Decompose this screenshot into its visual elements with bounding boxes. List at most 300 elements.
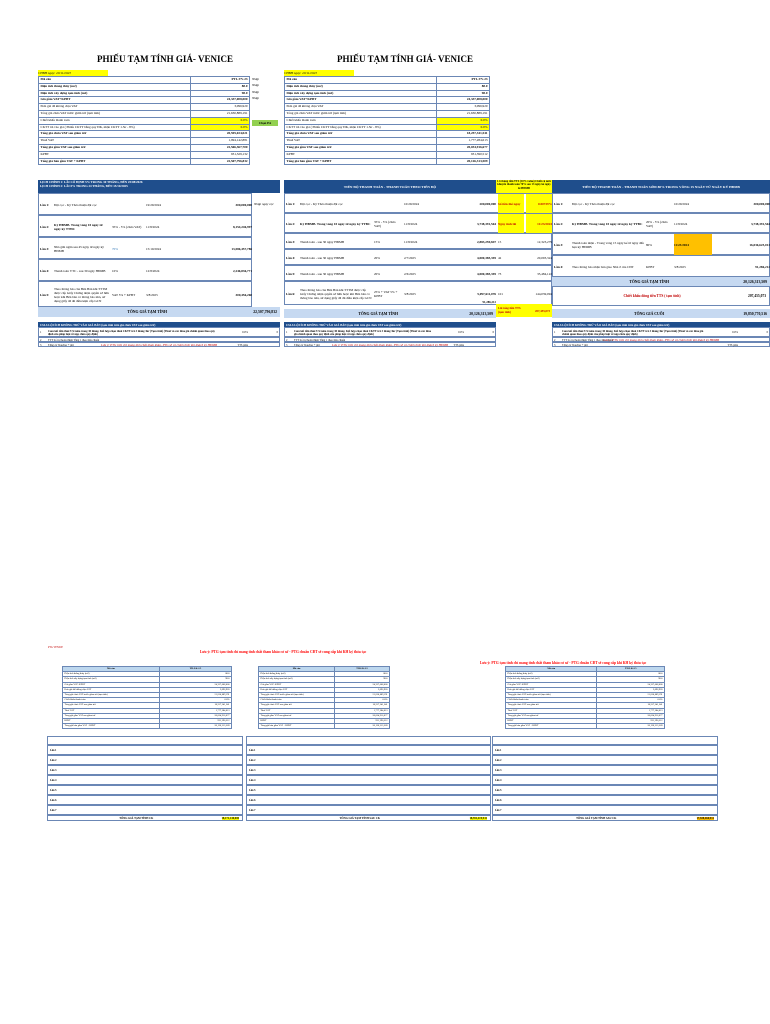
mini-head-label: Mã căn	[63, 667, 160, 672]
mini-installment-no: Lần 5	[50, 789, 57, 792]
mini-summary-mid	[258, 666, 390, 729]
bottom-note-right: Lưu ý: PTG tạm tính chỉ mang tính chất tham khảo cơ sở - PTG chuẩn CĐT sẽ cung cấp khi KH ký thỏa tạc	[480, 661, 647, 665]
installment-date: 11/8/2024	[146, 225, 160, 229]
installment-amount: 300,000,000	[235, 203, 252, 207]
mini-summary-label: Diện tích xây dựng tạm tính (m2)	[506, 677, 597, 682]
installment-desc: Theo thông báo nhận bàn giao Nhà ở của CĐT	[572, 265, 634, 269]
installment-no: Lần 2:	[554, 222, 564, 226]
summary-row	[39, 90, 250, 97]
summary-row	[285, 131, 490, 138]
right-discount-label: Chiết khấu dòng tiền TTS ( tạm tính)	[623, 294, 681, 298]
summary-value: 20,126,313,509	[436, 158, 489, 165]
installment-date: 10/29/2024	[404, 202, 420, 206]
schedule-row	[284, 193, 552, 213]
right-final-label: TỔNG GIÁ CUỐI	[634, 311, 665, 316]
policy-pct: 0.0%	[458, 331, 464, 335]
mini-summary-label: Diện tích xây dựng tạm tính (m2)	[259, 677, 335, 682]
mini-summary-value: 3,096,920	[335, 687, 390, 692]
installment-desc: Thanh toán VTC - sau 30 ngày HĐMB	[54, 269, 106, 273]
mini-summary-label: Tổng giá bán gồm VAT + KPBT	[259, 724, 335, 729]
summary-row	[39, 144, 250, 151]
interest-label: Lãi tổng tiền TTS (tạm tính)	[498, 306, 521, 314]
installment-amount: 3,738,391,564	[751, 222, 770, 226]
installment-desc: Ký HĐMB. Trong vòng 10 ngày từ ngày ký TTĐC	[54, 223, 103, 231]
policy-row	[552, 327, 770, 337]
mini-summary-value: 1,777,284,613	[597, 708, 665, 713]
mini-summary-row	[506, 724, 665, 729]
date-label-left: CHBH ngày: 20/11/2023	[38, 70, 108, 76]
installment-amount: 91,286,212	[755, 265, 770, 269]
installment-desc: Đặt cọc - Ký Thỏa thuận đặt cọc	[300, 202, 343, 206]
mini-summary-label: Tổng giá bán gồm VAT + KPBT	[506, 724, 597, 729]
policy-val: 0	[766, 331, 768, 335]
installment-amount: 4,000,385,395	[477, 256, 496, 260]
summary-value: 0.0%	[436, 117, 489, 124]
interest-amount: 144,039,094	[535, 292, 552, 296]
mini-summary-label: Tổng giá gồm VAT sau giảm trừ	[506, 713, 597, 718]
mini-summary-value: 24,337,008,000	[335, 682, 390, 687]
summary-row	[39, 104, 250, 111]
installment-amount: 2,246,836,771	[233, 269, 252, 273]
schedule-row	[284, 281, 552, 305]
installment-no: Lần 1:	[40, 203, 50, 207]
mini-summary-value: 18,257,341,541	[335, 703, 390, 708]
mini-schedule-left	[47, 736, 243, 831]
installment-pct: 10%	[112, 269, 119, 273]
mini-schedule-mid	[246, 736, 491, 831]
mini-summary-value: 88.0	[159, 672, 231, 677]
schedule-mid	[284, 193, 552, 321]
summary-value: 20,034,916,677	[436, 144, 489, 151]
policy-row	[552, 342, 770, 347]
mini-installment-no: Lần 2	[495, 759, 502, 762]
interest-amount: 35,484,122	[537, 272, 552, 276]
installment-no: Lần 1:	[286, 202, 296, 206]
summary-label: Thuế VAT	[285, 138, 437, 145]
mini-summary-label: Tổng giá chưa VAT trước giảm trừ (tạm tính)	[63, 693, 160, 698]
schedule-left	[38, 193, 280, 321]
schedule-row	[552, 255, 770, 277]
schedule-row	[38, 281, 252, 307]
policy-desc: Tặng cư Voucher + phí	[48, 343, 74, 347]
summary-row	[285, 110, 490, 117]
interest-days: 15	[498, 240, 502, 244]
policy-title: CSLS LỘI ÍCH KHÔNG TRỪ VÀO GIÁ BÁN (tạm tính trên giá chưa VAT sau giảm trừ)	[284, 322, 496, 327]
mini-summary-value: 20,126,313,509	[335, 724, 390, 729]
mini-schedule-row	[47, 765, 243, 775]
interest-days: 101	[498, 292, 503, 296]
summary-row	[39, 124, 250, 131]
installment-pct: KPBT	[646, 265, 655, 269]
summary-value: 931,329,132	[190, 151, 249, 158]
mini-summary-label: Đơn giá đã không chịu VAT	[506, 687, 597, 692]
mid-subtotal: 91,286,212	[482, 300, 496, 304]
schedule-mid-header: TIẾN ĐỘ THANH TOÁN - THANH TOÁN THEO TIẾN ĐỘ	[284, 180, 496, 193]
mini-summary-label: Giá gồm VAT+KPBT	[63, 682, 160, 687]
interest-days: Số tiền thể ngày	[498, 194, 524, 214]
mini-summary-label: KPBT	[259, 719, 335, 724]
summary-row	[285, 144, 490, 151]
mini-head-value: TH-LK-2.5	[159, 667, 231, 672]
policy-desc: Tặng cư Voucher + phí	[294, 343, 320, 347]
mini-schedule-row	[246, 775, 491, 785]
mini-summary-label: Diện tích thông thủy (m2)	[506, 672, 597, 677]
installment-pct: 20%	[374, 256, 381, 260]
summary-value: 22,507,796,832	[190, 158, 249, 165]
summary-label: Mã căn	[39, 77, 191, 84]
policy-n: 2	[554, 338, 556, 342]
schedule-yellow-header: 1-6 tháng tiền TTS (10% value) Chiết cả mức khuyến thanh toán 70% sau 13 ngày kể ngày kí HĐMB	[496, 180, 552, 193]
mini-installment-no: Lần 3	[495, 769, 502, 772]
left-total-bar	[38, 307, 280, 317]
policy-n: 1	[40, 331, 42, 335]
installment-date: 11/8/2024	[404, 240, 418, 244]
summary-row	[39, 117, 250, 124]
schedule-row	[552, 213, 770, 233]
summary-value: 88.0	[190, 83, 249, 90]
mini-schedule-row	[47, 795, 243, 805]
summary-value: 1,777,284,613	[436, 138, 489, 145]
installment-no: Lần 6:	[286, 292, 296, 296]
installment-desc: Theo thông báo của Bên Bán khi TTTM được cấp Giấy Chứng nhận quyền sở hữu hoặc khi Bên bán có thông báo nhà, sử dụng giấy đã đủ điều kiện cấp GCN	[54, 287, 109, 303]
installment-no: Lần 4:	[40, 269, 50, 273]
mini-summary-label: Thuế VAT	[63, 708, 160, 713]
summary-label: KPBT	[39, 151, 191, 158]
installment-pct: 25% + VAT 5% + KPBT	[374, 290, 398, 298]
title-right: PHIẾU TẠM TÍNH GIÁ- VENICE	[336, 54, 474, 64]
installment-pct: 20% - 5% (chưa VAT)	[646, 220, 668, 228]
mini-head-value: TH-LK-2.5	[597, 667, 665, 672]
mini-summary-label: Tổng giá chưa VAT sau giảm trừ	[259, 703, 335, 708]
mini-summary-label: Chiết khấu thanh toán	[63, 698, 160, 703]
mini-summary-value: 20,126,313,509	[597, 724, 665, 729]
summary-value: 0.0%	[190, 117, 249, 124]
mini-summary-label: Tổng giá chưa VAT trước giảm trừ (tạm tính)	[506, 693, 597, 698]
summary-row	[285, 117, 490, 124]
mini-head-label: Mã căn	[259, 667, 335, 672]
mini-installment-no: Lần 3	[249, 769, 256, 772]
policy-n: 2	[286, 338, 288, 342]
policy-n: 1	[554, 331, 556, 335]
mini-summary-label: Tổng giá chưa VAT sau giảm trừ	[506, 703, 597, 708]
installment-desc: Ký HĐMB. Trong vòng 10 ngày từ ngày ký TTĐC	[572, 222, 643, 226]
policy-val	[740, 343, 768, 348]
mini-summary-value: 3,096,920	[597, 687, 665, 692]
summary-label: Chiết khấu thanh toán	[285, 117, 437, 124]
mini-total-row	[246, 815, 491, 821]
mini-summary-label: Thuế VAT	[506, 708, 597, 713]
mid-total-label: TỔNG GIÁ TẠM TÍNH	[358, 311, 398, 316]
summary-value: 1,994,142,881	[190, 138, 249, 145]
mini-summary-value: 88.0	[335, 672, 390, 677]
summary-label: Mã căn	[285, 77, 437, 84]
mini-schedule-row	[492, 755, 718, 765]
schedule-left-header	[38, 180, 280, 193]
summary-value: 3,096,920	[190, 104, 249, 111]
summary-row	[39, 110, 250, 117]
mini-summary-row	[63, 724, 232, 729]
mini-total-value: 18,171,140,000	[221, 816, 239, 820]
interest-days: 42	[498, 256, 502, 260]
interest-box	[496, 304, 552, 317]
policy-title: CSLS LỘI ÍCH KHÔNG TRỪ VÀO GIÁ BÁN (tạm tính trên giá chưa VAT sau giảm trừ)	[38, 322, 280, 327]
mini-summary-right	[505, 666, 665, 729]
title-left: PHIẾU TẠM TÍNH GIÁ- VENICE	[96, 54, 234, 64]
right-discount-row	[552, 286, 770, 306]
mini-total-label: TỔNG GIÁ TẠM TÍNH SAU CK	[339, 816, 380, 820]
installment-date: 11/8/2024	[674, 222, 688, 226]
policy-pct: 0.0%	[732, 331, 738, 335]
policy-row	[284, 327, 496, 337]
schedule-row	[38, 237, 252, 259]
mini-summary-label: Giá gồm VAT+KPBT	[506, 682, 597, 687]
summary-value: 21,630,889,191	[436, 110, 489, 117]
mini-total-row	[47, 815, 243, 821]
summary-row	[285, 104, 490, 111]
installment-pct	[112, 194, 144, 216]
summary-label: Giá gồm VAT+KPBT	[39, 97, 191, 104]
schedule-right-header: TIẾN ĐỘ THANH TOÁN - THANH TOÁN SỚM 80% TRONG VÒNG 15 NGÀY TỪ NGÀY KÝ HĐMB	[552, 180, 770, 193]
policy-desc: TTT bổ trợ hoàn thiện Tầng 1 theo tiêu chuẩn	[294, 338, 346, 342]
mini-summary-value: 20,126,313,509	[159, 724, 231, 729]
mini-summary-label: Diện tích xây dựng tạm tính (m2)	[63, 677, 160, 682]
mini-summary-value: 20,034,916,677	[335, 713, 390, 718]
summary-value: 21,630,889,191	[190, 110, 249, 117]
summary-label: Đơn giá đã không chịu VAT	[285, 104, 437, 111]
mini-summary-left	[62, 666, 232, 729]
summary-label: Thuế VAT	[39, 138, 191, 145]
policy-title: CSLS LỘI ÍCH KHÔNG TRỪ VÀO GIÁ BÁN (tạm tính trên giá chưa VAT sau giảm trừ)	[552, 322, 770, 327]
mini-summary-value: 24,337,008,000	[159, 682, 231, 687]
mini-summary-label: KPBT	[506, 719, 597, 724]
summary-label: Diện tích thông thủy (m2)	[285, 83, 437, 90]
summary-value: 0.0%	[436, 124, 489, 131]
summary-row	[285, 158, 490, 165]
mini-summary-label: Chiết khấu thanh toán	[506, 698, 597, 703]
right-final-bar	[552, 309, 770, 318]
summary-label: Đơn giá đã không chịu VAT	[39, 104, 191, 111]
summary-label: Giá gồm VAT+KPBT	[285, 97, 437, 104]
mini-summary-value: 1,777,284,613	[335, 708, 390, 713]
mini-installment-no: Lần 1	[50, 749, 57, 752]
summary-row	[285, 83, 490, 90]
note-right: Lưu ý: PTG trên chỉ mang tính chất tham khảo, PTG sẽ có chính thức khi khách ký HĐMB	[603, 338, 719, 342]
mini-summary-value: 24,337,008,000	[597, 682, 665, 687]
mini-summary-label: KPBT	[63, 719, 160, 724]
summary-row	[39, 83, 250, 90]
mini-schedule-row	[246, 765, 491, 775]
mini-summary-row	[259, 724, 390, 729]
summary-side-note: Nhập	[252, 89, 259, 94]
policy-desc: TTT bổ trợ hoàn thiện Tầng 1 theo tiêu chuẩn	[48, 338, 100, 342]
summary-value: 20,595,024,021	[190, 131, 249, 138]
summary-row	[285, 138, 490, 145]
summary-table-left	[38, 76, 250, 165]
installment-desc: Thanh toán - sau 30 ngày HĐMB	[300, 240, 345, 244]
installment-no: Lần 4:	[286, 256, 296, 260]
mini-schedule-row	[492, 745, 718, 755]
mini-installment-no: Lần 5	[249, 789, 256, 792]
summary-label: Tổng giá chưa VAT trước giảm trừ (tạm tính)	[285, 110, 437, 117]
mini-summary-label: Tổng giá chưa VAT sau giảm trừ	[63, 703, 160, 708]
mini-total-label: TỔNG GIÁ TẠM TÍNH SAU CK	[576, 816, 617, 820]
summary-label: Tổng giá gồm VAT sau giảm trừ	[285, 144, 437, 151]
summary-label: Tổng giá chưa VAT trước giảm trừ (tạm tính)	[39, 110, 191, 117]
summary-side-note: Nhập	[252, 83, 259, 88]
summary-value: 3,096,920	[436, 104, 489, 111]
mini-schedule-row	[492, 765, 718, 775]
schedule-row	[38, 215, 252, 237]
installment-no: Lần 3:	[286, 240, 296, 244]
summary-label: Diện tích xây dựng tạm tính (m2)	[285, 90, 437, 97]
mini-schedule-row	[47, 805, 243, 815]
mini-summary-value: 0.0%	[159, 698, 231, 703]
bottom-note-mid: Lưu ý: PTG tạm tính chỉ mang tính chất tham khảo cơ sở - PTG chuẩn CĐT sẽ cung cấp khi KH ký thỏa tạc	[200, 650, 367, 654]
policy-val: 0	[492, 331, 494, 335]
schedule-row	[284, 249, 552, 265]
summary-label: CKTT trả vào giá ( Phiếu CKTT bằng quy ĐK, nhận CKTT 1.5tr - 8%)	[285, 124, 437, 131]
mini-summary-value: 21,630,889,191	[335, 693, 390, 698]
mini-summary-value: 98.0	[159, 677, 231, 682]
policy-row	[38, 327, 280, 337]
installment-amount: 8,154,246,997	[233, 225, 252, 229]
installment-pct: 20%	[374, 272, 381, 276]
mini-installment-no: Lần 1	[249, 749, 256, 752]
interest-amount: 12,323,279	[537, 240, 552, 244]
mini-installment-no: Lần 4	[50, 779, 57, 782]
mini-summary-value: 18,257,341,541	[159, 703, 231, 708]
summary-value: 22,566,367,700	[190, 144, 249, 151]
summary-row	[39, 158, 250, 165]
summary-row	[285, 97, 490, 104]
summary-value: 88.0	[436, 83, 489, 90]
mini-summary-value: 0.0%	[597, 698, 665, 703]
right-total-value: 20,126,313,509	[743, 279, 767, 284]
policy-desc: Tặng cư Voucher + phí	[562, 343, 588, 347]
summary-side-left	[252, 76, 278, 158]
mini-summary-value: 21,630,889,191	[159, 693, 231, 698]
summary-side-note	[252, 152, 278, 158]
mini-installment-no: Lần 4	[495, 779, 502, 782]
summary-value: PTL.TV-23	[190, 77, 249, 84]
summary-label: KPBT	[285, 151, 437, 158]
interest-amount: 20,093,324	[537, 256, 552, 260]
mini-summary-label: Giá gồm VAT+KPBT	[259, 682, 335, 687]
summary-label: Tổng giá bán gồm VAT + KPBT	[39, 158, 191, 165]
mini-summary-value: 21,630,889,191	[597, 693, 665, 698]
installment-date: 3/8/2025	[404, 292, 416, 296]
schedule-side-note	[254, 259, 282, 281]
mini-installment-no: Lần 2	[249, 759, 256, 762]
mini-summary-value: 20,034,916,677	[597, 713, 665, 718]
interest-value: 207,455,073	[535, 308, 550, 313]
installment-no: Lần 1:	[554, 202, 564, 206]
mini-summary-label: Thuế VAT	[259, 708, 335, 713]
installment-date: 15/10/2024	[146, 247, 162, 251]
mini-schedule-header	[47, 736, 243, 745]
schedule-row	[38, 259, 252, 281]
summary-label: Tổng giá chưa VAT sau giảm trừ	[39, 131, 191, 138]
mini-installment-no: Lần 5	[495, 789, 502, 792]
installment-no: Lần 2:	[286, 222, 296, 226]
bottom-caption: PTG VENICE	[48, 646, 64, 649]
installment-desc: Thanh toán - sau 30 ngày HĐMB	[300, 272, 345, 276]
installment-amount: 16,036,625,013	[749, 243, 770, 247]
installment-amount: 2,883,259,847	[477, 240, 496, 244]
mini-schedule-row	[47, 745, 243, 755]
right-discount-value: 207,455,073	[748, 294, 766, 298]
mid-total-value: 20,126,313,509	[469, 311, 493, 316]
interest-days: 73	[498, 272, 502, 276]
summary-value: 98.0	[436, 90, 489, 97]
mini-schedule-row	[492, 785, 718, 795]
mini-installment-no: Lần 6	[249, 799, 256, 802]
installment-amount: 300,456,260	[235, 293, 252, 297]
note-left: Lưu ý: PTG trên chỉ mang tính chất tham khảo, PTG sẽ có chính thức khi khách ký HĐMB	[101, 343, 217, 347]
mini-schedule-row	[246, 785, 491, 795]
mini-installment-no: Lần 1	[495, 749, 502, 752]
installment-date: 2/6/2025	[404, 272, 416, 276]
installment-date: 3/8/2025	[674, 265, 686, 269]
mini-installment-no: Lần 7	[249, 809, 256, 812]
installment-date: 11/23/2024	[674, 234, 712, 256]
policy-n: 3	[286, 343, 288, 347]
mini-summary-label: Diện tích thông thủy (m2)	[63, 672, 160, 677]
policy-pct: 0.0%	[242, 331, 248, 335]
summary-label: Tổng giá bán gồm VAT + KPBT	[285, 158, 437, 165]
mini-summary-value: 18,257,341,541	[597, 703, 665, 708]
summary-label: CKTT trả vào giá ( Phiếu CKTT bằng quy ĐK, nhận CKTT 1.5tr - 8%)	[39, 124, 191, 131]
schedule-left-header-2: LỊCH CHỈNH 2: LÃI 0% TRONG 24 THÁNG, ĐẾN 15/10/2025	[40, 184, 128, 188]
interest-days: Ngày tính lãi	[498, 214, 524, 234]
mini-summary-label: Đơn giá đã không chịu VAT	[259, 687, 335, 692]
mini-summary-label: Tổng giá bán gồm VAT + KPBT	[63, 724, 160, 729]
mini-summary-value: 3,096,920	[159, 687, 231, 692]
policy-desc: TTT bổ trợ hoàn thiện Tầng 1 theo tiêu chuẩn	[562, 338, 614, 342]
schedule-side-note	[254, 215, 282, 237]
installment-pct: 35% - 5% (chưa VAT)	[374, 220, 396, 228]
mini-total-value: 18,591,419,941	[469, 816, 487, 820]
installment-desc: Nhà giải ngân sau 45 ngày từ ngày ký HĐMB	[54, 245, 104, 253]
mini-schedule-row	[246, 755, 491, 765]
mini-summary-label: Tổng giá gồm VAT sau giảm trừ	[63, 713, 160, 718]
summary-value: 98.0	[190, 90, 249, 97]
mini-schedule-row	[492, 775, 718, 785]
mini-total-label: TỔNG GIÁ TẠM TÍNH CK	[119, 816, 154, 820]
policy-val: 0	[276, 331, 278, 335]
summary-row	[39, 77, 250, 84]
mini-summary-label: Đơn giá đã không chịu VAT	[63, 687, 160, 692]
mini-installment-no: Lần 7	[495, 809, 502, 812]
summary-row	[39, 131, 250, 138]
summary-side-note: Nhập	[252, 95, 259, 100]
installment-pct: 15%	[374, 240, 381, 244]
mini-installment-no: Lần 2	[50, 759, 57, 762]
installment-pct	[646, 194, 672, 214]
mini-installment-no: Lần 6	[50, 799, 57, 802]
policy-desc: Cam kết tiền thuê 5%/năm trong 30 tháng. Kết hợp chọn thuê CKTT trả 3 tháng 3kr (Tạm tính) (Thuê và các thỏa giá chênh quan theo quy định của pháp luật về nộp chưa quy định)	[48, 329, 215, 336]
mini-installment-no: Lần 6	[495, 799, 502, 802]
installment-desc: Đặt cọc - Ký Thỏa thuận đặt cọc	[54, 203, 97, 207]
installment-no: Lần 5:	[286, 272, 296, 276]
mini-summary-value: 20,034,916,677	[159, 713, 231, 718]
installment-amount: 13,586,457,786	[231, 247, 252, 251]
installment-date: 10/29/2024	[674, 202, 690, 206]
policy-pct: TTS phía	[453, 343, 464, 347]
policy-n: 2	[40, 338, 42, 342]
installment-pct: 35% - 5% (chưa VAT)	[112, 225, 142, 229]
schedule-side-note	[254, 281, 282, 307]
